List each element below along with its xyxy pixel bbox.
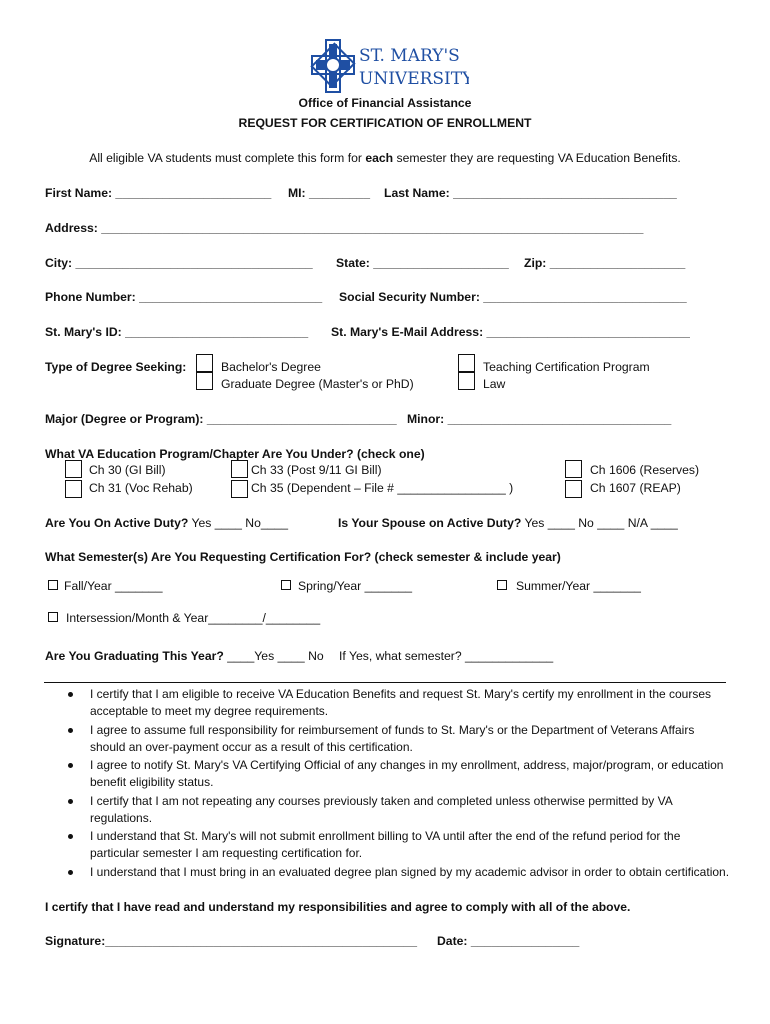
bullet-icon	[68, 799, 73, 804]
cert-item: I certify that I am eligible to receive VA Education Benefits and request St. Mary's certify my enrollment in the courses acceptable to meet my degree requirements.	[90, 687, 712, 719]
bullet-icon	[68, 870, 73, 875]
minor-field[interactable]: Minor: _________________________________	[407, 412, 672, 426]
fall-checkbox[interactable]	[48, 580, 58, 590]
fall-label: Fall/Year _______	[64, 579, 163, 593]
ch33-label: Ch 33 (Post 9/11 GI Bill)	[251, 463, 382, 477]
ch30-label: Ch 30 (GI Bill)	[89, 463, 166, 477]
bullet-icon	[68, 834, 73, 839]
ch1607-label: Ch 1607 (REAP)	[590, 481, 681, 495]
graduating-row: Are You Graduating This Year? ____Yes ____ No	[45, 649, 324, 663]
email-field[interactable]: St. Mary's E-Mail Address: ______________________________	[331, 325, 690, 339]
graduating-semester[interactable]: If Yes, what semester? _____________	[339, 649, 554, 663]
intro-text: All eligible VA students must complete this form for each semester they are requesting VA Education Benefits.	[89, 151, 681, 165]
spring-label: Spring/Year _______	[298, 579, 413, 593]
law-checkbox[interactable]	[458, 372, 475, 390]
intersession-label: Intersession/Month & Year________/________	[66, 611, 321, 625]
teaching-checkbox[interactable]	[458, 354, 475, 372]
cert-item: I agree to assume full responsibility for reimbursement of funds to St. Mary's or the Department of Veterans Affairs should an over-payment occur as a result of this certification.	[90, 723, 695, 755]
city-field[interactable]: City: ___________________________________	[45, 256, 313, 270]
ch1606-label: Ch 1606 (Reserves)	[590, 463, 700, 477]
semester-label: What Semester(s) Are You Requesting Certification For? (check semester & include year)	[45, 550, 561, 564]
ch1606-checkbox[interactable]	[565, 460, 582, 478]
signature-field[interactable]: Signature:______________________________________________	[45, 934, 418, 948]
university-logo	[309, 37, 469, 100]
ch35-checkbox[interactable]	[231, 480, 248, 498]
summer-label: Summer/Year _______	[516, 579, 641, 593]
teaching-label: Teaching Certification Program	[483, 360, 650, 374]
ch35-label: Ch 35 (Dependent – File # ________________ )	[251, 481, 514, 495]
spouse-active-duty-row: Is Your Spouse on Active Duty? Yes ____ No ____ N/A ____	[338, 516, 678, 530]
date-field[interactable]: Date: ________________	[437, 934, 580, 948]
summer-checkbox[interactable]	[497, 580, 507, 590]
ch33-checkbox[interactable]	[231, 460, 248, 478]
bullet-icon	[68, 763, 73, 768]
form-title: REQUEST FOR CERTIFICATION OF ENROLLMENT	[238, 116, 532, 130]
stmarys-id-field[interactable]: St. Mary's ID: ___________________________	[45, 325, 309, 339]
ch31-checkbox[interactable]	[65, 480, 82, 498]
bachelors-label: Bachelor's Degree	[221, 360, 321, 374]
office-name: Office of Financial Assistance	[298, 96, 472, 110]
mi-field[interactable]: MI: _________	[288, 186, 370, 200]
bullet-icon	[68, 728, 73, 733]
cert-item: I certify that I am not repeating any courses previously taken and completed unless otherwise permitted by VA regulations.	[90, 794, 673, 826]
state-field[interactable]: State: ____________________	[336, 256, 509, 270]
cert-item: I understand that St. Mary's will not submit enrollment billing to VA until after the end of the refund period for the particular semester I am requesting certification for.	[90, 829, 681, 861]
first-name-field[interactable]: First Name: _______________________	[45, 186, 272, 200]
bullet-icon	[68, 692, 73, 697]
address-field[interactable]: Address: ________________________________________________________________________________	[45, 221, 644, 235]
bachelors-checkbox[interactable]	[196, 354, 213, 372]
zip-field[interactable]: Zip: ____________________	[524, 256, 686, 270]
law-label: Law	[483, 377, 506, 391]
cert-item: I agree to notify St. Mary's VA Certifying Official of any changes in my enrollment, address, major/program, or education benefit eligibility status.	[90, 758, 724, 790]
ch30-checkbox[interactable]	[65, 460, 82, 478]
logo-line2: UNIVERSITY	[359, 69, 469, 89]
degree-type-label: Type of Degree Seeking:	[45, 360, 187, 374]
agreement-statement: I certify that I have read and understand my responsibilities and agree to comply with all of the above.	[45, 900, 631, 914]
ch31-label: Ch 31 (Voc Rehab)	[89, 481, 193, 495]
logo-line1: ST. MARY'S	[359, 46, 460, 66]
intersession-checkbox[interactable]	[48, 612, 58, 622]
chapter-label: What VA Education Program/Chapter Are You Under? (check one)	[45, 447, 425, 461]
ch1607-checkbox[interactable]	[565, 480, 582, 498]
phone-field[interactable]: Phone Number: ___________________________	[45, 290, 323, 304]
ssn-field[interactable]: Social Security Number: ______________________________	[339, 290, 687, 304]
cert-item: I understand that I must bring in an evaluated degree plan signed by my academic advisor in order to obtain certification.	[90, 865, 730, 879]
graduate-checkbox[interactable]	[196, 372, 213, 390]
section-divider	[44, 682, 726, 683]
graduate-label: Graduate Degree (Master's or PhD)	[221, 377, 414, 391]
active-duty-row: Are You On Active Duty? Yes ____ No____	[45, 516, 288, 530]
last-name-field[interactable]: Last Name: _________________________________	[384, 186, 677, 200]
spring-checkbox[interactable]	[281, 580, 291, 590]
major-field[interactable]: Major (Degree or Program): ____________________________	[45, 412, 397, 426]
